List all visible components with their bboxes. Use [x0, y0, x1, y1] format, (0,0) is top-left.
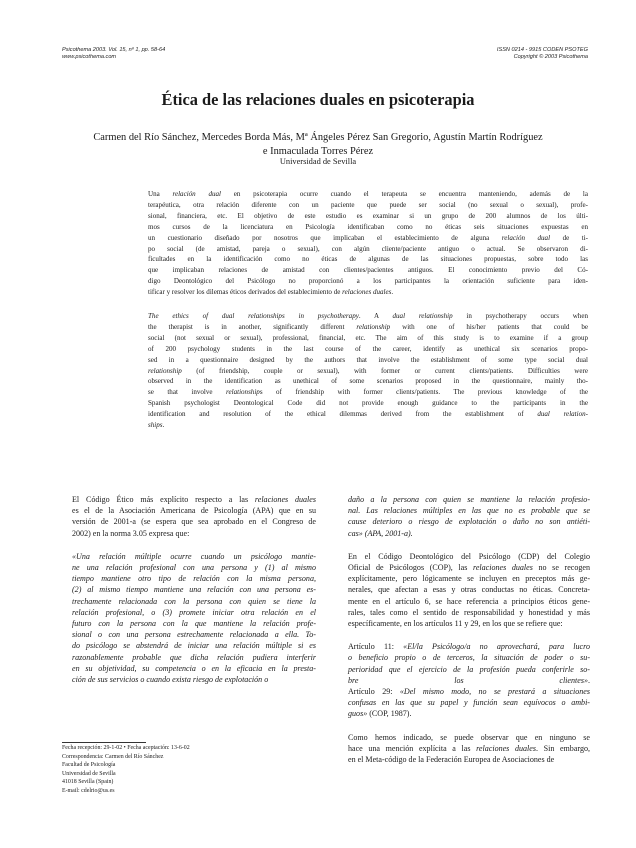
text-line: ships.: [148, 421, 165, 430]
text-line: sional, financiera, etc. El objetivo de este estudio es examinar si un grupo de 200 alumnos de los últi-: [148, 211, 588, 220]
footnote-line: Correspondencia: Carmen del Río Sánchez: [62, 753, 164, 760]
text-line: rales, tales como el sentido de responsabilidad y honestidad y más: [348, 607, 590, 617]
text-line: the therapist is in another, significantly different relationship with one of his/her patients that could be: [148, 322, 589, 331]
text-line: nerales, que afectan a esas y otras conductas no éticas. Concreta-: [348, 585, 590, 595]
text-line: Artículo 29: «Del mismo modo, no se prestará a situaciones: [348, 687, 590, 697]
text-line: Spanish psychologist Deontological Code did not provide enough guidance to the participants in the: [148, 399, 588, 408]
authors-line-2: e Inmaculada Torres Pérez: [262, 145, 374, 157]
text-line: que implicaban relaciones de amistad con clientes/pacientes antiguos. El conocimiento previo del Có-: [148, 266, 588, 275]
text-line: guos» (COP, 1987).: [348, 709, 412, 719]
body-column-left: [62, 494, 316, 685]
text-line: tificar y resolver los dilemas éticos derivados del establecimiento de relaciones duales.: [148, 288, 394, 297]
text-line: bre los clientes».: [348, 675, 590, 685]
text-line: nal. Las relaciones múltiples en las que no es probable que se: [348, 506, 590, 516]
text-line: un cuestionario diseñado por nosotros que implicaban el establecimiento de alguna relación dual de ti-: [148, 233, 589, 242]
text-line: específicamente, en los artículos 11 y 29, en los que se refiere que:: [348, 619, 563, 629]
running-header-left: [62, 47, 165, 62]
journal-website[interactable]: www.psicothema.com: [62, 54, 117, 61]
text-line: cas» (APA, 2001-a).: [348, 528, 413, 538]
footnote-line: Facultad de Psicología: [62, 762, 116, 768]
text-line: social (not sexual or sexual), professional, financial, etc. The aim of this study is to examine if a group: [148, 333, 588, 342]
text-line: Oficial de Psicólogos (COP), las relaciones duales no se recogen: [348, 563, 590, 573]
text-line: daño a la persona con quien se mantiene la relación profesio-: [348, 495, 590, 504]
paragraph-metacode: [338, 732, 590, 766]
text-line: ne una relación profesional con una persona y (1) al mismo: [72, 563, 316, 573]
text-line: cause deterioro o riesgo de explotación o daño no son antiéti-: [348, 517, 590, 527]
text-line: do psicólogo se abstendrá de iniciar una relación múltiple si es: [72, 641, 316, 651]
abstract-english: [148, 311, 588, 431]
text-line: Una relación dual en psicoterapia ocurre cuando el terapeuta se encuentra manteniendo, además de la: [148, 190, 588, 198]
author-list: [40, 131, 596, 159]
text-line: es el de la Asociación Americana de Psicología (APA) que en su: [72, 506, 316, 516]
journal-citation: Psicothema 2003. Vol. 15, nº 1, pp. 58-64: [62, 47, 166, 53]
text-line: po social (de amistad, pareja o sexual), con algún cliente/paciente antiguo o actual. Se observaron di-: [148, 244, 588, 253]
text-line: ficultades en la identificación como no éticas de algunas de las situaciones propuestas, sobre todo las: [148, 255, 588, 264]
correspondence-footnote: [62, 744, 190, 795]
text-line: en su objetividad, su competencia o en la eficacia en la presta-: [72, 663, 316, 673]
apa-quote: [62, 551, 316, 685]
text-line: The ethics of dual relationships in psychotherapy. A dual relationship in psychotherapy occurs when: [148, 312, 588, 320]
text-line: razonablemente probable que dicha relación pudiera interferir: [72, 652, 316, 662]
copyright-line: Copyright © 2003 Psicothema: [513, 54, 588, 61]
text-line: terapéutica, otra relación diferente con un paciente que puede ser social (no sexual o sexual), profe-: [148, 200, 588, 209]
text-line: confusas en las que su papel y función sean equívocos o ambi-: [348, 698, 590, 708]
text-line: relationship (of friendship, couple or sexual), with former or current clients/patients. Difficulties were: [148, 366, 588, 375]
text-line: 2002) en la norma 3.05 expresa que:: [72, 528, 190, 538]
text-line: versión de 2001-a (se espera que sea aprobado en el Congreso de: [72, 517, 316, 527]
issn-line: ISSN 0214 - 9915 CODEN PSOTEG: [496, 47, 588, 53]
text-line: perioridad que el ejercicio de la profesión pueda conferirle so-: [348, 664, 590, 674]
text-line: observed in the identification as unethical of some scenarios proposed in the questionnaire, mainly tho-: [148, 377, 588, 386]
cdp-articles: [338, 641, 590, 719]
footnote-line: Universidad de Sevilla: [62, 770, 116, 777]
text-line: (2) al mismo tiempo mantiene una relación con una persona es-: [72, 585, 316, 595]
footnote-line[interactable]: E-mail: cdelrio@us.es: [62, 787, 115, 794]
text-line: digo Deontológico del Psicólogo no proporcionó a los participantes la orientación suficiente para iden-: [148, 277, 588, 286]
footnote-line: Fecha recepción: 29-1-02 • Fecha aceptación: 13-6-02: [62, 745, 190, 751]
text-line: sed in a questionnaire designed by the authors that involve the establishment of some type social dual: [148, 355, 588, 364]
text-line: of 200 psychology students in the last course of the career, identify as unethical six scenarios propo-: [148, 344, 588, 353]
text-line: sional o con una persona estrechamente relacionada a ella. To-: [72, 630, 316, 640]
text-line: El Código Ético más explícito respecto a las relaciones duales: [72, 495, 316, 504]
article-title: Ética de las relaciones duales en psicoterapia: [161, 90, 475, 109]
text-line: mos cursos de la licenciatura en Psicología identificaban como no éticas seis situaciones expuestas en: [148, 222, 588, 231]
text-line: futuro con la persona con la que mantiene la relación profe-: [72, 619, 316, 629]
text-line: o beneficio propio o de terceros, la situación de poder o su-: [348, 653, 590, 663]
text-line: identification and resolution of the ethical dilemmas derived from the establishment of dual relation-: [148, 410, 588, 419]
text-line: se that involve relationships of friendship with former clients/patients. The previous knowledge of the: [148, 388, 588, 397]
text-line: trechamente relacionada con la persona con quien se tiene la: [72, 596, 316, 606]
text-line: ción de sus servicios o cuando exista riesgo de explotación o: [72, 675, 269, 685]
body-column-right: [338, 494, 590, 765]
text-line: relación profesional, o (3) promete iniciar otra relación en el: [72, 607, 316, 617]
text-line: Como hemos indicado, se puede observar que en ninguno se: [348, 732, 590, 742]
authors-line-1: Carmen del Río Sánchez, Mercedes Borda Más, Mª Ángeles Pérez San Gregorio, Agustín Martín Rodríguez: [93, 132, 543, 143]
running-header-right: [497, 47, 588, 62]
footnote-line: 41018 Sevilla (Spain): [62, 779, 114, 785]
paragraph-intro: [62, 494, 316, 539]
text-line: tiempo mantiene otro tipo de relación con la misma persona,: [72, 574, 316, 584]
text-line: en el Meta-código de la Federación Europea de Asociaciones de: [348, 755, 555, 765]
affiliation: Universidad de Sevilla: [279, 157, 357, 166]
abstract-spanish: [148, 189, 588, 298]
text-line: En el Código Deontológico del Psicólogo (CDP) del Colegio: [348, 551, 590, 561]
text-line: Artículo 11: «El/la Psicólogo/a no aprovechará, para lucro: [348, 642, 590, 652]
footnote-divider: [62, 742, 146, 743]
text-line: explícitamente, pero lógicamente se incluyen en preceptos más ge-: [348, 574, 590, 584]
text-line: hace una mención explícita a las relaciones duales. Sin embargo,: [348, 743, 591, 753]
text-line: «Una relación múltiple ocurre cuando un psicólogo mantie-: [72, 551, 316, 561]
text-line: mente en el artículo 6, se hace referencia a principios éticos gene-: [348, 596, 590, 606]
apa-quote-continued: [338, 494, 590, 539]
paragraph-cdp: [338, 551, 590, 629]
